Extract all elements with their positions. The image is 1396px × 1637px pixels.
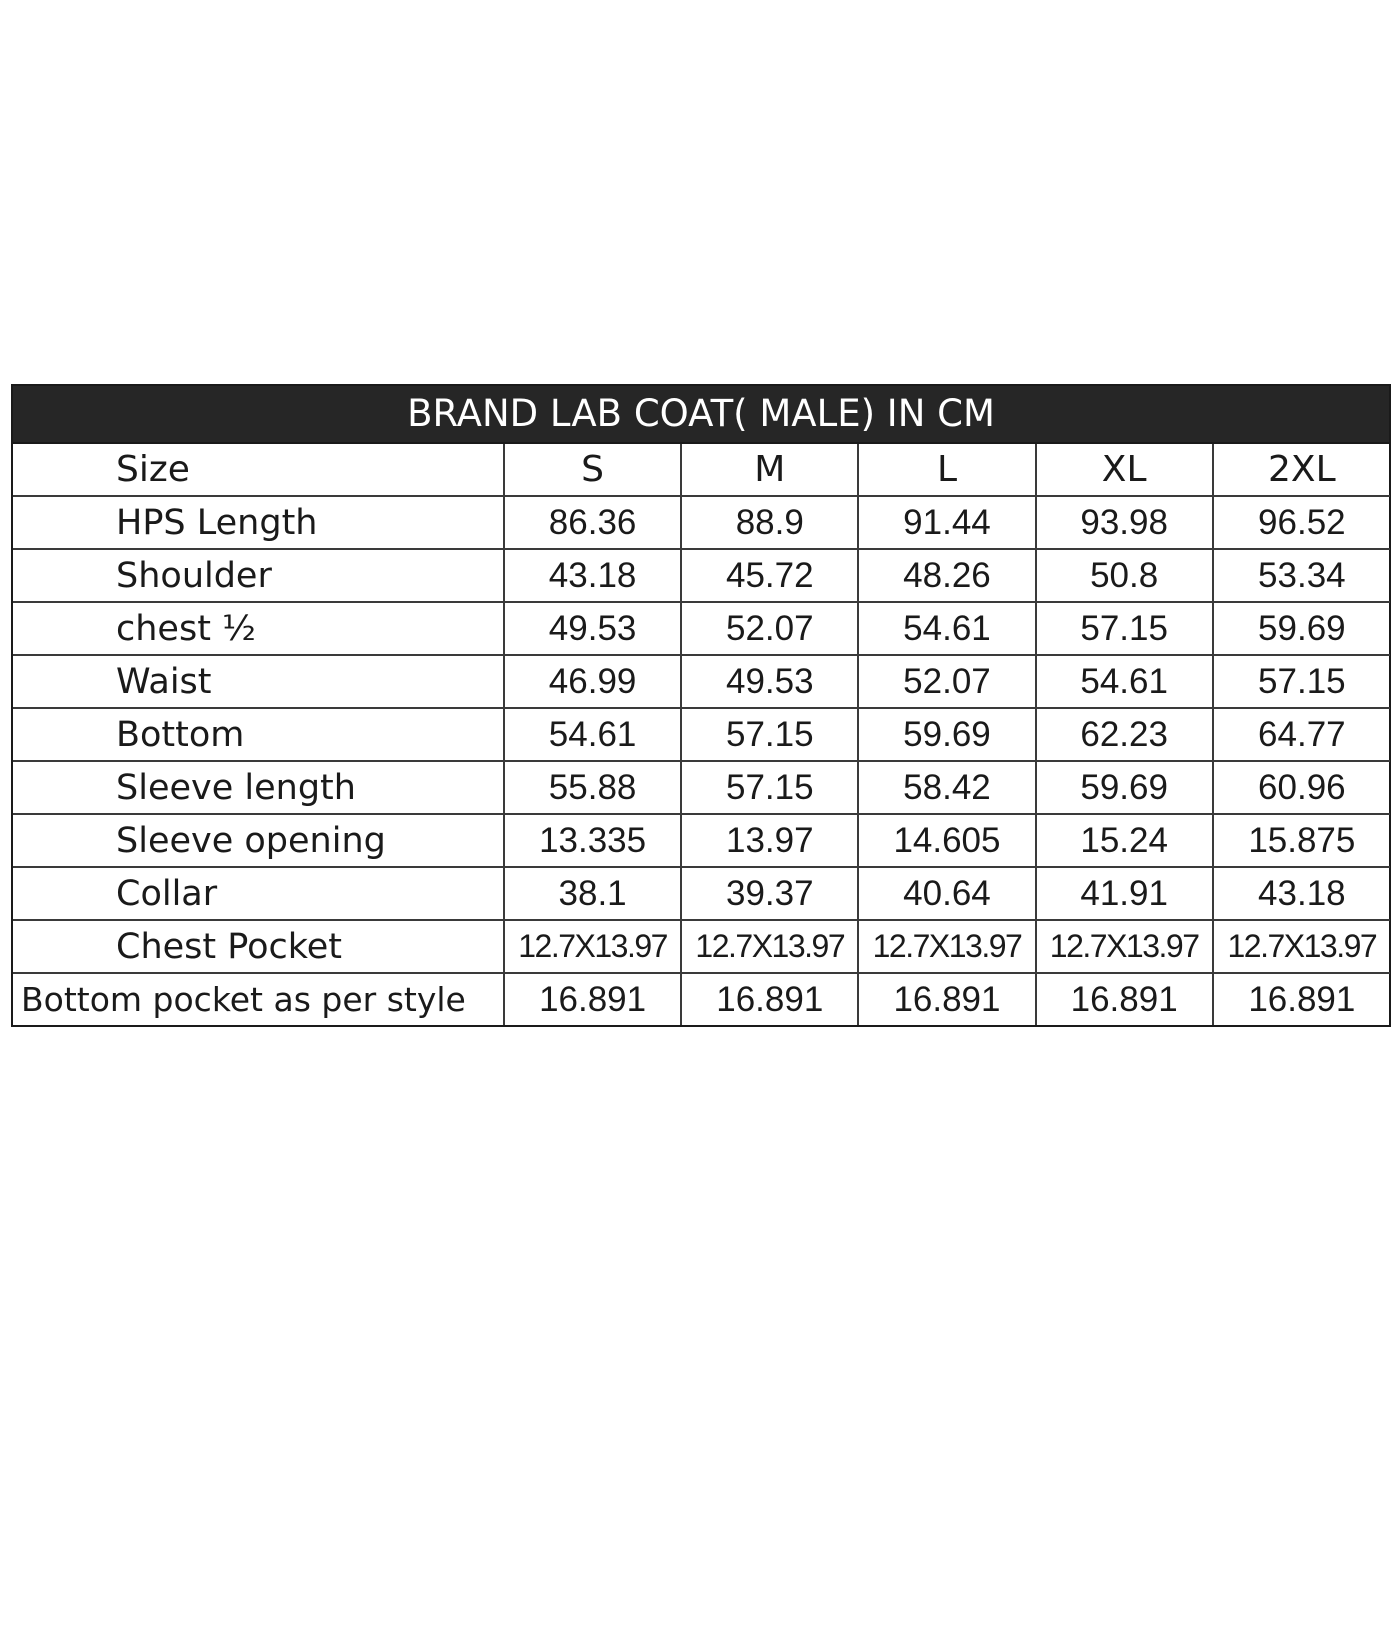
table-row — [13, 602, 1390, 655]
table-cell: 41.91 — [1036, 867, 1213, 920]
table-cell: 57.15 — [1213, 655, 1390, 708]
table-cell: 50.8 — [1036, 549, 1213, 602]
table-cell: 60.96 — [1213, 761, 1390, 814]
table-cell: 43.18 — [1213, 867, 1390, 920]
table-cell: 12.7X13.97 — [1213, 920, 1390, 973]
table-cell: 52.07 — [681, 602, 858, 655]
table-cell: 16.891 — [1248, 979, 1356, 1019]
row-label: Collar — [13, 867, 504, 920]
row-label: Bottom — [13, 708, 504, 761]
table-cell: 40.64 — [858, 867, 1035, 920]
table-cell: 62.23 — [1036, 708, 1213, 761]
size-header-l: L — [858, 444, 1035, 496]
table-cell: 54.61 — [858, 602, 1035, 655]
table-cell: 54.61 — [1036, 655, 1213, 708]
table-cell: 13.335 — [504, 814, 681, 867]
table-cell: 59.69 — [1213, 602, 1390, 655]
table-cell: 53.34 — [1213, 549, 1390, 602]
size-header-m: M — [681, 444, 858, 496]
table-cell: 49.53 — [504, 602, 681, 655]
size-header-2xl: 2XL — [1213, 444, 1390, 496]
row-label: Sleeve opening — [13, 814, 504, 867]
table-row — [13, 496, 1390, 549]
row-label: Sleeve length — [13, 761, 504, 814]
table-cell: 57.15 — [1036, 602, 1213, 655]
table-cell: 43.18 — [504, 549, 681, 602]
table-row — [13, 761, 1390, 814]
table-cell: 16.891 — [681, 973, 858, 1025]
table-cell: 57.15 — [681, 708, 858, 761]
header-row — [13, 444, 1390, 496]
table-cell: 86.36 — [504, 496, 681, 549]
table-cell: 16.891 — [1036, 973, 1213, 1025]
table-cell: 39.37 — [681, 867, 858, 920]
table-cell: 93.98 — [1036, 496, 1213, 549]
table-cell: 96.52 — [1213, 496, 1390, 549]
table-row — [13, 814, 1390, 867]
table-cell: 57.15 — [681, 761, 858, 814]
table-cell: 12.7X13.97 — [1036, 920, 1213, 973]
row-label: Chest Pocket — [13, 920, 504, 973]
table-row — [13, 708, 1390, 761]
table-cell: 59.69 — [858, 708, 1035, 761]
table-cell: 16.891 — [504, 973, 681, 1025]
table-cell: 91.44 — [858, 496, 1035, 549]
table-cell: 45.72 — [681, 549, 858, 602]
table-cell: 48.26 — [858, 549, 1035, 602]
row-label: Waist — [13, 655, 504, 708]
table-cell: 64.77 — [1213, 708, 1390, 761]
table-row — [13, 867, 1390, 920]
row-label: HPS Length — [13, 496, 504, 549]
size-header-s: S — [504, 444, 681, 496]
table-cell: 12.7X13.97 — [504, 920, 681, 973]
table-row — [13, 920, 1390, 973]
size-header-xl: XL — [1036, 444, 1213, 496]
table-cell: 12.7X13.97 — [858, 920, 1035, 973]
table-cell: 52.07 — [858, 655, 1035, 708]
table-cell: 38.1 — [504, 867, 681, 920]
table-row — [13, 655, 1390, 708]
table-cell: 49.53 — [681, 655, 858, 708]
table-row — [13, 973, 1390, 1025]
table-cell: 15.875 — [1213, 814, 1390, 867]
chart-title: BRAND LAB COAT( MALE) IN CM — [13, 386, 1389, 444]
row-label: chest ½ — [13, 602, 504, 655]
table-cell: 15.24 — [1036, 814, 1213, 867]
table-cell: 12.7X13.97 — [681, 920, 858, 973]
row-label: Bottom pocket as per style — [13, 973, 504, 1025]
header-label: Size — [13, 444, 504, 496]
table-cell: 16.891 — [858, 973, 1035, 1025]
table-cell: 13.97 — [681, 814, 858, 867]
table-cell: 54.61 — [504, 708, 681, 761]
table-cell: 58.42 — [858, 761, 1035, 814]
table-cell: 55.88 — [504, 761, 681, 814]
size-chart-table — [11, 384, 1391, 1027]
table-row — [13, 549, 1390, 602]
size-grid — [13, 444, 1390, 1025]
table-cell: 88.9 — [681, 496, 858, 549]
table-cell: 46.99 — [504, 655, 681, 708]
row-label: Shoulder — [13, 549, 504, 602]
table-cell: 59.69 — [1036, 761, 1213, 814]
table-cell: 14.605 — [858, 814, 1035, 867]
